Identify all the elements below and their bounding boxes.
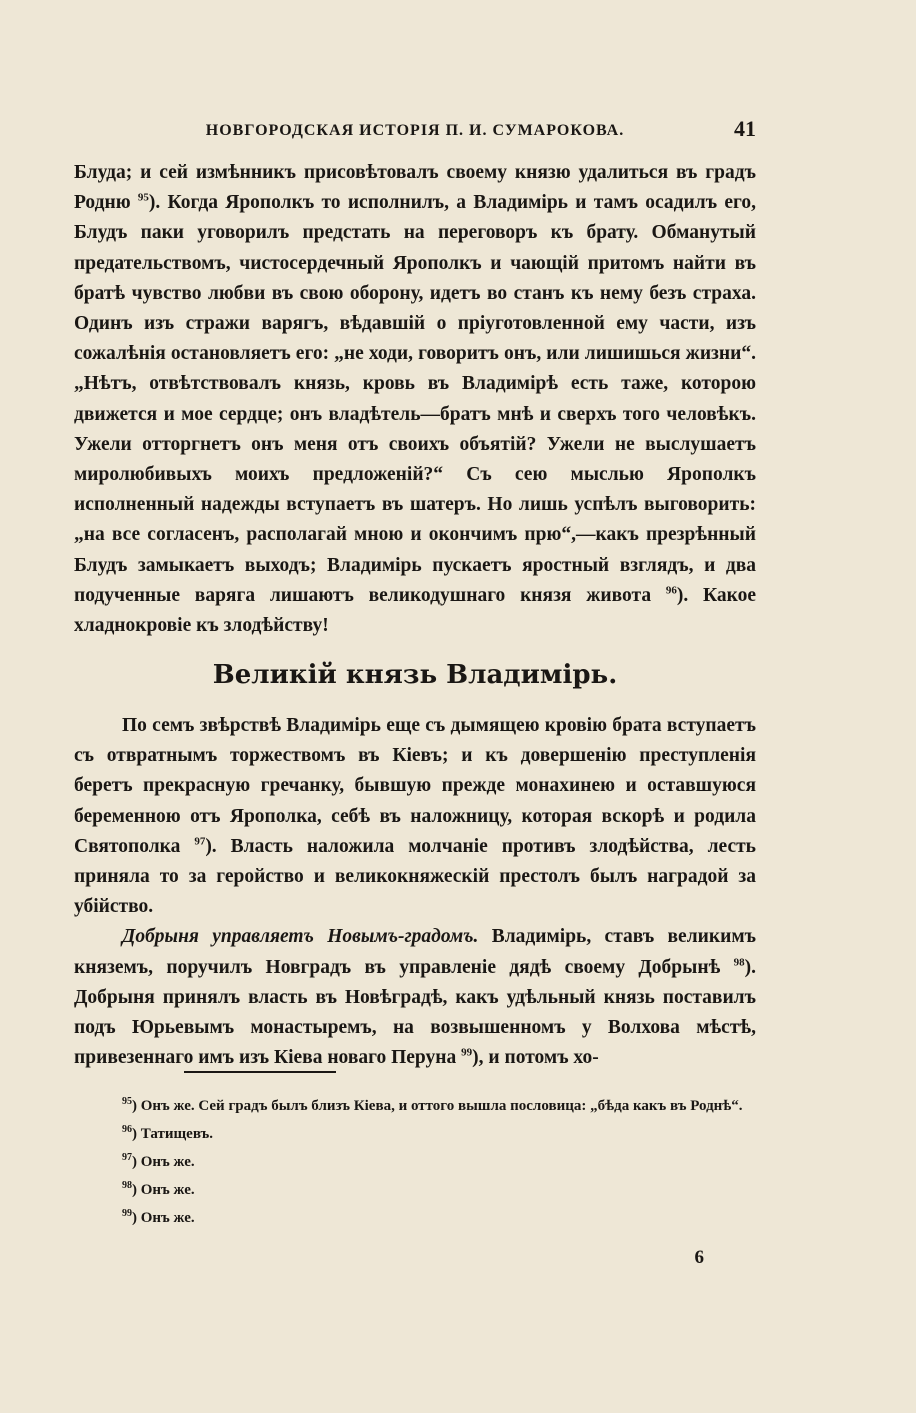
para2-text-a: По семъ звѣрствѣ Владимірь еще съ дымящею кровію брата вступаетъ съ отвратнымъ торжествомъ въ Кіевъ; и къ довершенію преступленія беретъ прекрасную гречанку, бывшую прежде монахинею и оставшуюся беременною отъ Ярополка, себѣ въ наложницу, которая вскорѣ и родила Святополка <box>74 715 756 857</box>
footnote-text: ) Онъ же. <box>132 1210 195 1226</box>
footnote-98 <box>74 1176 756 1204</box>
section-title: Великій князь Владимірь. <box>212 660 618 690</box>
footnote-mark: 99 <box>122 1208 132 1219</box>
footnote-mark: 97 <box>122 1152 132 1163</box>
footnote-96 <box>74 1120 756 1148</box>
footnote-ref-95[interactable]: 95 <box>137 191 149 204</box>
section-body <box>74 711 756 1073</box>
signature-mark: 6 <box>694 1247 704 1268</box>
footnote-ref-98[interactable]: 98 <box>733 956 745 969</box>
paragraph-2 <box>74 711 756 922</box>
footnote-text: ) Онъ же. <box>132 1154 195 1170</box>
para3-text-a: Владимірь, ставъ великимъ княземъ, поручилъ Новградъ въ управленіе дядѣ своему Добрынѣ <box>74 926 756 978</box>
para1-text-a: Блуда; и сей измѣнникъ присовѣтовалъ своему князю удалиться въ градъ Родню <box>74 162 756 214</box>
paragraph-1-text <box>74 158 756 641</box>
para3-text-b: ). Добрыня принялъ власть въ Новѣградѣ, какъ удѣльный князь поставилъ подъ Юрьевымъ монастыремъ, на возвышенномъ у Волхова мѣстѣ, привезеннаго имъ изъ Кіева новаго Перуна <box>74 956 756 1069</box>
footnote-text: ) Онъ же. <box>132 1182 195 1198</box>
footnote-ref-99[interactable]: 99 <box>461 1046 473 1059</box>
footnote-mark: 95 <box>122 1096 132 1107</box>
para1-text-c: ). Какое хладнокровіе къ злодѣйству! <box>74 584 756 637</box>
para3-text-c: ), и потомъ хо- <box>472 1047 599 1069</box>
footnote-mark: 96 <box>122 1124 132 1135</box>
footnote-ref-96[interactable]: 96 <box>665 584 677 597</box>
footnote-97 <box>74 1148 756 1176</box>
footnote-text: ) Татищевъ. <box>132 1126 214 1142</box>
footnote-99 <box>74 1204 756 1232</box>
footnote-text: ) Онъ же. Сей градъ былъ близъ Кіева, и оттого вышла пословица: „бѣда какъ въ Роднѣ“. <box>132 1098 743 1114</box>
footnote-rule <box>184 1071 336 1073</box>
paragraph-1 <box>74 158 756 641</box>
para1-text-b: ). Когда Ярополкъ то исполнилъ, а Владимірь и тамъ осадилъ его, Блудъ паки уговорилъ предстать на переговоръ къ брату. Обманутый предательствомъ, чистосердечный Ярополкъ и чающій притомъ найти въ братѣ чувство любви въ свою оборону, идетъ во станъ къ нему безъ страха. Одинъ изъ стражи варягъ, вѣдавшій о пріуготовленной ему части, изъ сожалѣнія остановляетъ его: „не ходи, говоритъ онъ, или лишишься жизни“. „Нѣтъ, отвѣтствовалъ князь, кровь въ Владимірѣ есть таже, которою движется и мое сердце; онъ владѣтель—братъ мнѣ и сверхъ того человѣкъ. Ужели отторгнетъ онъ меня отъ своихъ объятій? Ужели не выслушаетъ миролюбивыхъ моихъ предложеній?“ Съ сею мыслью Ярополкъ исполненный надежды вступаетъ въ шатеръ. Но лишь успѣлъ выговорить: „на все согласенъ, располагай мною и окончимъ прю“,—какъ презрѣнный Блудъ замыкаетъ выходъ; Владимірь пускаетъ яростный взглядъ, и два подученные варяга лишаютъ великодушнаго князя живота <box>74 192 757 606</box>
running-title: НОВГОРОДСКАЯ ИСТОРІЯ П. И. СУМАРОКОВА. <box>205 122 625 139</box>
footnotes <box>74 1092 756 1232</box>
para2-text-b: ). Власть наложила молчаніе противъ злодѣйства, лесть приняла то за геройство и великокняжескій престолъ былъ наградой за убійство. <box>74 835 756 918</box>
footnote-mark: 98 <box>122 1180 132 1191</box>
footnote-95 <box>74 1092 756 1120</box>
page-number: 41 <box>734 116 756 141</box>
page-header <box>74 116 756 146</box>
sidehead: Добрыня управляетъ Новымъ-градомъ. <box>122 926 479 948</box>
footnote-ref-97[interactable]: 97 <box>194 835 206 848</box>
paragraph-3 <box>74 922 756 1073</box>
